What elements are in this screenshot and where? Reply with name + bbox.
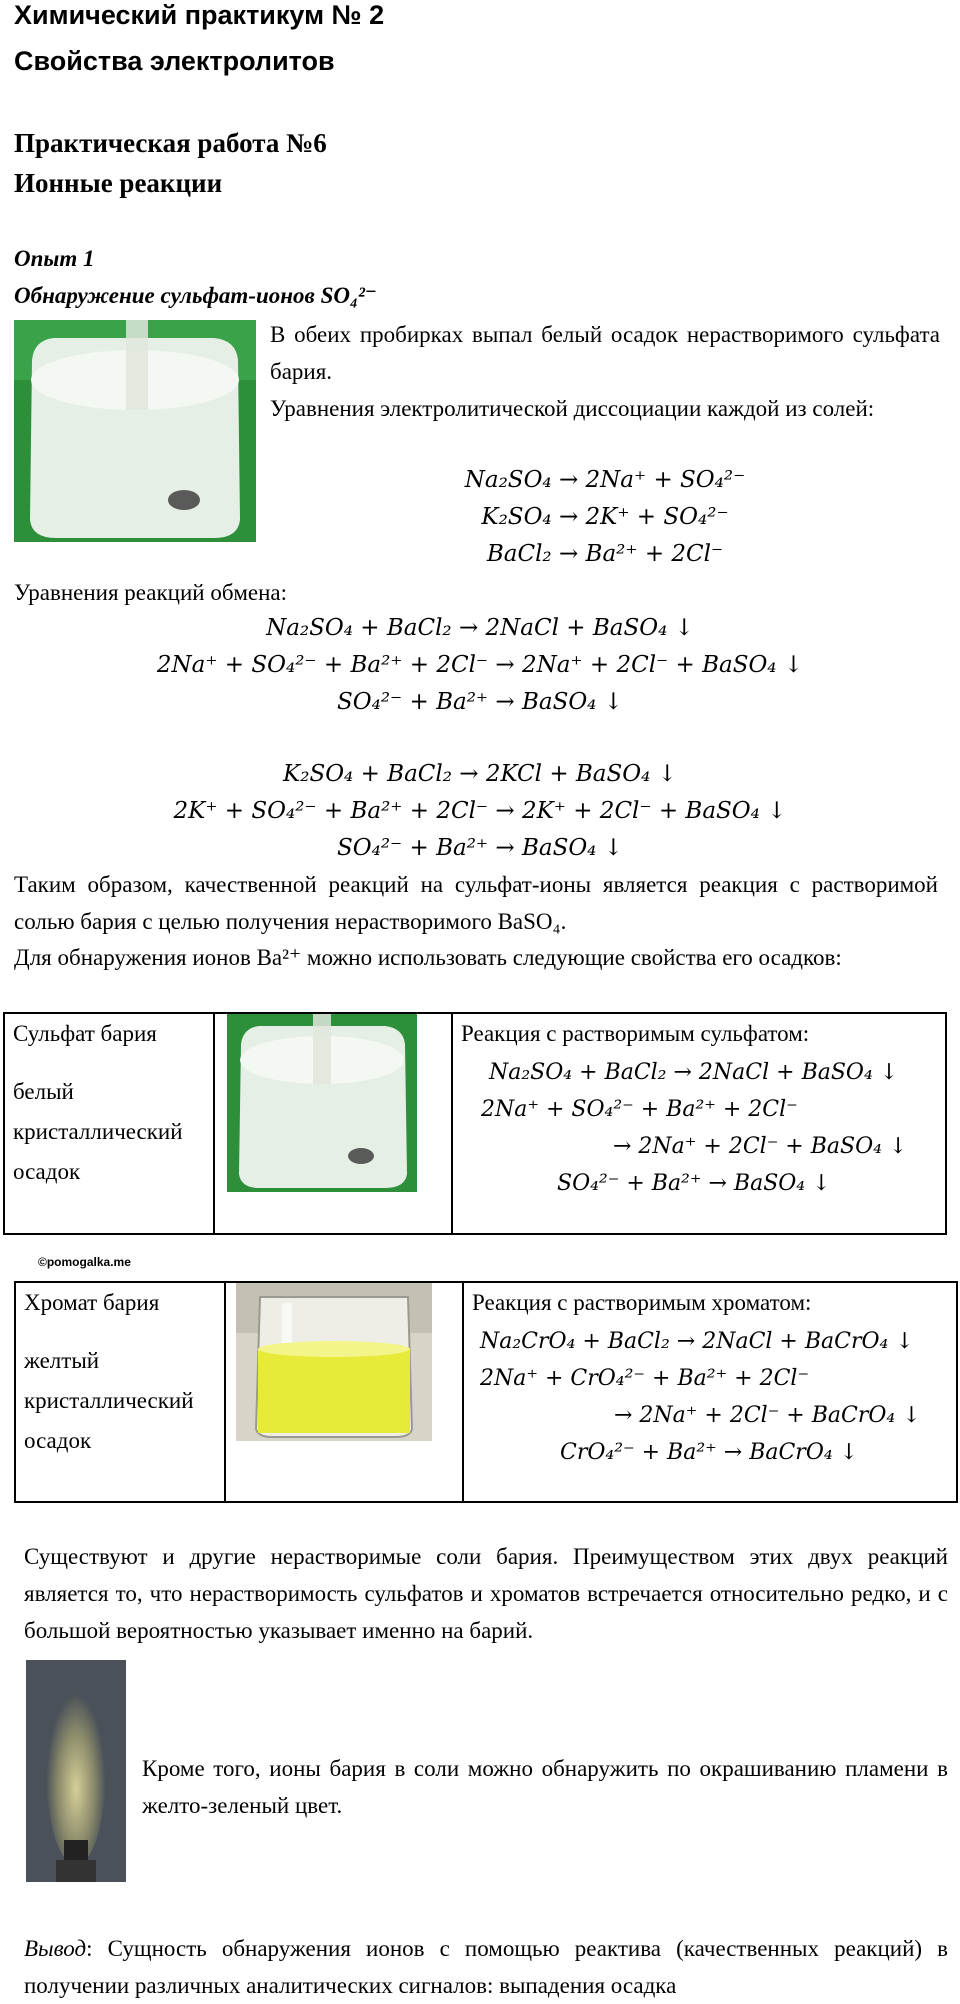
sulfate-reaction-4: SO₄²⁻ + Ba²⁺ → BaSO₄ ↓ [557, 1171, 831, 1196]
exchange-eq-b3: SO₄²⁻ + Ba²⁺ → BaSO₄ ↓ [337, 835, 623, 861]
dissociation-k2so4: K₂SO₄ → 2K⁺ + SO₄²⁻ [481, 504, 729, 530]
sulfate-name-cell [4, 1013, 214, 1234]
sulfate-reaction-3: → 2Na⁺ + 2Cl⁻ + BaSO₄ ↓ [613, 1134, 908, 1159]
chromate-reaction-title: Реакция с растворимым хроматом: [472, 1290, 812, 1315]
sulfate-photo-cell [214, 1013, 452, 1234]
exchange-eq-a2: 2Na⁺ + SO₄²⁻ + Ba²⁺ + 2Cl⁻ → 2Na⁺ + 2Cl⁻ + BaSO₄ ↓ [156, 652, 804, 678]
sulfate-precipitate-photo [227, 1014, 417, 1192]
practicum-title: Химический практикум № 2 [14, 0, 385, 30]
exchange-eq-b1: K₂SO₄ + BaCl₂ → 2KCl + BaSO₄ ↓ [283, 761, 677, 787]
final-text: : Сущность обнаружения ионов с помощью реактива (качественных реакций) в получении различных аналитических сигналов: выпадения осадка [24, 1936, 948, 1998]
final-conclusion [24, 1930, 948, 2004]
experiment-heading: Обнаружение сульфат-ионов SO₄²⁻ [14, 283, 378, 308]
chromate-precipitate-photo [236, 1283, 432, 1441]
sulfate-name: Сульфат бария [13, 1021, 157, 1046]
conclusion-sulfate: Таким образом, качественной реакций на сульфат-ионы является реакция с растворимой солью бария с целью получения нерастворимого BaSO₄. [14, 872, 938, 934]
exchange-eq-b2: 2K⁺ + SO₄²⁻ + Ba²⁺ + 2Cl⁻ → 2K⁺ + 2Cl⁻ + BaSO₄ ↓ [173, 798, 787, 824]
sulfate-desc-2: кристаллический [13, 1119, 183, 1144]
sulfate-reaction-cell [452, 1013, 946, 1234]
exchange-eq-a3: SO₄²⁻ + Ba²⁺ → BaSO₄ ↓ [337, 689, 623, 715]
sulfate-desc-1: белый [13, 1079, 74, 1104]
barium-chromate-table [14, 1281, 958, 1503]
exchange-label: Уравнения реакций обмена: [14, 580, 287, 605]
experiment-label: Опыт 1 [14, 246, 95, 271]
final-label: Вывод [24, 1936, 87, 1961]
dissociation-bacl2: BaCl₂ → Ba²⁺ + 2Cl⁻ [486, 541, 724, 567]
intro-paragraph-1: В обеих пробирках выпал белый осадок нерастворимого сульфата бария. [270, 322, 940, 384]
chromate-desc-1: желтый [24, 1348, 100, 1373]
chromate-reaction-2: 2Na⁺ + CrO₄²⁻ + Ba²⁺ + 2Cl⁻ [480, 1366, 810, 1391]
other-salts-paragraph: Существуют и другие нерастворимые соли бария. Преимуществом этих двух реакций является то, что нерастворимость сульфатов и хроматов встречается относительно редко, и с большой вероятностью указывает именно на барий. [24, 1544, 948, 1643]
chromate-photo-cell [225, 1282, 463, 1502]
work-subtitle: Ионные реакции [14, 168, 223, 198]
intro-paragraph-2: Уравнения электролитической диссоциации каждой из солей: [270, 396, 875, 421]
chromate-name: Хромат бария [24, 1290, 160, 1315]
practicum-subtitle: Свойства электролитов [14, 46, 335, 76]
chromate-reaction-3: → 2Na⁺ + 2Cl⁻ + BaCrO₄ ↓ [614, 1403, 921, 1428]
work-title: Практическая работа №6 [14, 128, 327, 158]
exchange-eq-a1: Na₂SO₄ + BaCl₂ → 2NaCl + BaSO₄ ↓ [266, 615, 694, 641]
sulfate-reaction-title: Реакция с растворимым сульфатом: [461, 1021, 810, 1046]
barium-sulfate-table [3, 1012, 947, 1235]
sulfate-reaction-2: 2Na⁺ + SO₄²⁻ + Ba²⁺ + 2Cl⁻ [481, 1097, 798, 1122]
sulfate-desc-3: осадок [13, 1159, 81, 1184]
flame-paragraph: Кроме того, ионы бария в соли можно обнаружить по окрашиванию пламени в желто-зеленый цвет. [142, 1756, 948, 1818]
white-precipitate-photo [14, 320, 256, 542]
dissociation-na2so4: Na₂SO₄ → 2Na⁺ + SO₄²⁻ [464, 467, 746, 493]
watermark: ©pomogalka.me [38, 1255, 131, 1269]
chromate-reaction-4: CrO₄²⁻ + Ba²⁺ → BaCrO₄ ↓ [560, 1440, 859, 1465]
chromate-desc-3: осадок [24, 1428, 92, 1453]
chromate-name-cell [15, 1282, 225, 1502]
flame-test-photo [26, 1660, 126, 1882]
chromate-desc-2: кристаллический [24, 1388, 194, 1413]
sulfate-reaction-1: Na₂SO₄ + BaCl₂ → 2NaCl + BaSO₄ ↓ [489, 1060, 899, 1085]
chromate-reaction-cell [463, 1282, 957, 1502]
conclusion-barium: Для обнаружения ионов Ba²⁺ можно использовать следующие свойства его осадков: [14, 945, 842, 970]
chromate-reaction-1: Na₂CrO₄ + BaCl₂ → 2NaCl + BaCrO₄ ↓ [480, 1329, 914, 1354]
